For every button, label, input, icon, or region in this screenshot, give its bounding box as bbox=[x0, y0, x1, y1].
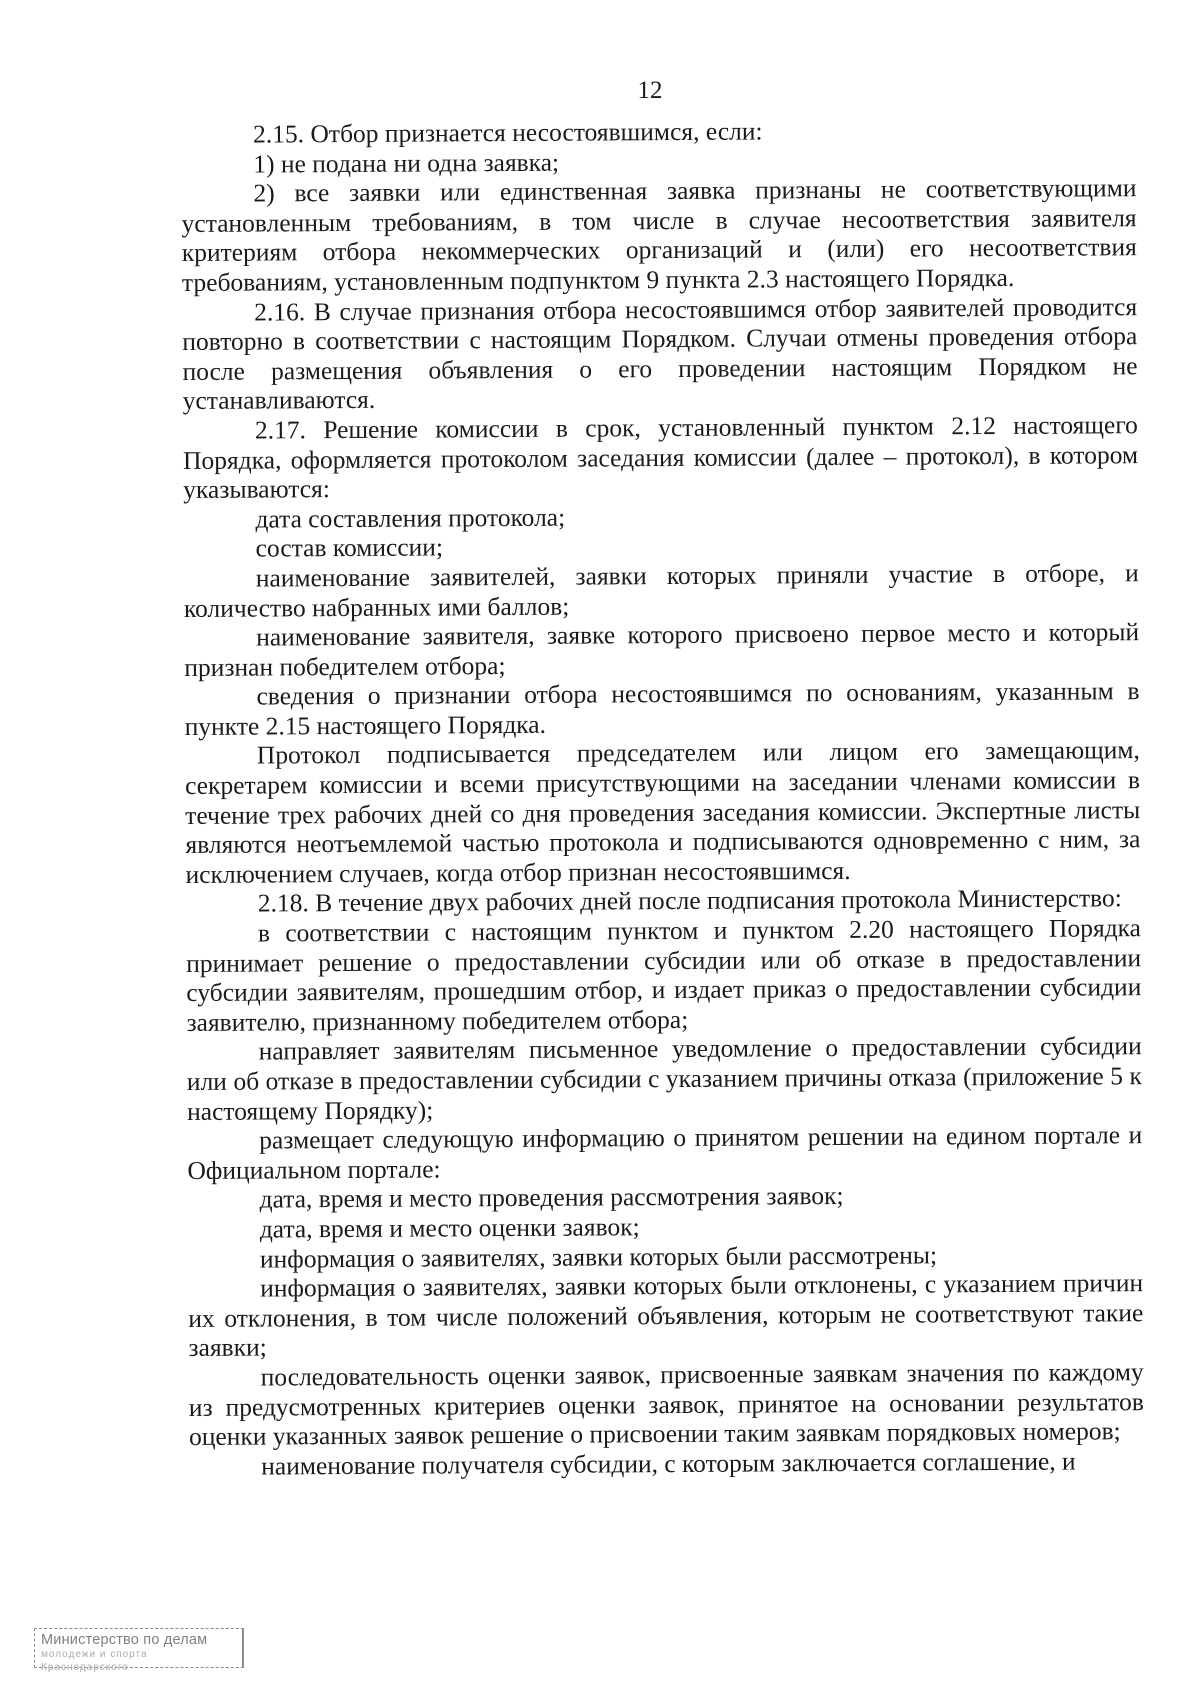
page-number: 12 bbox=[637, 77, 663, 104]
list-item: информация о заявителях, заявки которых были отклонены, с указанием причин их отклонения, в том числе положений объявления, которым не соответствуют такие заявки; bbox=[188, 1268, 1144, 1363]
list-item: информация о заявителях, заявки которых были рассмотрены; bbox=[259, 1239, 938, 1274]
list-item: 1) не подана ни одна заявка; bbox=[253, 147, 560, 179]
list-item: размещает следующую информацию о принятом решении на едином портале и Официальном портале: bbox=[187, 1120, 1143, 1185]
list-item: наименование получателя субсидии, с которым заключается соглашение, и bbox=[261, 1446, 1076, 1481]
paragraph-2-15-heading: 2.15. Отбор признается несостоявшимся, если: bbox=[252, 116, 763, 149]
ministry-stamp bbox=[34, 1628, 244, 1673]
paragraph-2-17: 2.17. Решение комиссии в срок, установленный пунктом 2.12 настоящего Порядка, оформляется протоколом заседания комиссии (далее – протокол), в котором указываются: bbox=[182, 410, 1139, 505]
list-item: последовательность оценки заявок, присвоенные заявкам значения по каждому из предусмотренных критериев оценки заявок, принятое на основании результатов оценки указанных заявок решение о присвоении таким заявкам порядковых номеров; bbox=[188, 1357, 1144, 1452]
list-item: состав комиссии; bbox=[255, 532, 444, 563]
list-item: 2) все заявки или единственная заявка признаны не соответствующими установленным требованиям, в том числе в случае несоответствия заявителя критериям отбора некоммерческих организаций и (или) его несоответствия требованиям, установленным подпунктом 9 пункта 2.3 настоящего Порядка. bbox=[181, 173, 1137, 297]
list-item: в соответствии с настоящим пунктом и пунктом 2.20 настоящего Порядка принимает решение о предоставлении субсидии или об отказе в предоставлении субсидии заявителям, прошедшим отбор, и издает приказ о предоставлении субсидии заявителю, признанному победителем отбора; bbox=[186, 913, 1142, 1037]
list-item: дата, время и место оценки заявок; bbox=[259, 1212, 640, 1244]
list-item: дата, время и место проведения рассмотрения заявок; bbox=[259, 1181, 844, 1214]
paragraph-2-18: 2.18. В течение двух рабочих дней после подписания протокола Министерство: bbox=[257, 883, 1122, 918]
paragraph-protocol-signing: Протокол подписывается председателем или лицом его замещающим, секретарем комиссии и всеми присутствующими на заседании членами комиссии в течение трех рабочих дней со дня проведения заседания комиссии. Экспертные листы являются неотъемлемой частью протокола и подписываются одновременно с ним, за исключением случаев, когда отбор признан несостоявшимся. bbox=[184, 735, 1141, 889]
list-item: направляет заявителям письменное уведомление о предоставлении субсидии или об отказе в предоставлении субсидии с указанием причины отказа (приложение 5 к настоящему Порядку); bbox=[186, 1031, 1142, 1126]
list-item: дата составления протокола; bbox=[255, 502, 566, 534]
list-item: наименование заявителя, заявке которого присвоено первое место и который признан победителем отбора; bbox=[184, 617, 1140, 682]
stamp-line-2: молодежи и спорта Краснодарского bbox=[41, 1649, 148, 1673]
document-body bbox=[181, 114, 1144, 1481]
paragraph-2-16: 2.16. В случае признания отбора несостоявшимся отбор заявителей проводится повторно в соответствии с настоящим Порядком. Случаи отмены проведения отбора после размещения объявления о его проведении настоящим Порядком не устанавливаются. bbox=[182, 291, 1138, 416]
list-item: наименование заявителей, заявки которых приняли участие в отборе, и количество набранных ими баллов; bbox=[183, 558, 1139, 623]
stamp-line-1: Министерство по делам bbox=[41, 1632, 208, 1648]
list-item: сведения о признании отбора несостоявшимся по основаниям, указанным в пункте 2.15 настоящего Порядка. bbox=[184, 676, 1140, 741]
